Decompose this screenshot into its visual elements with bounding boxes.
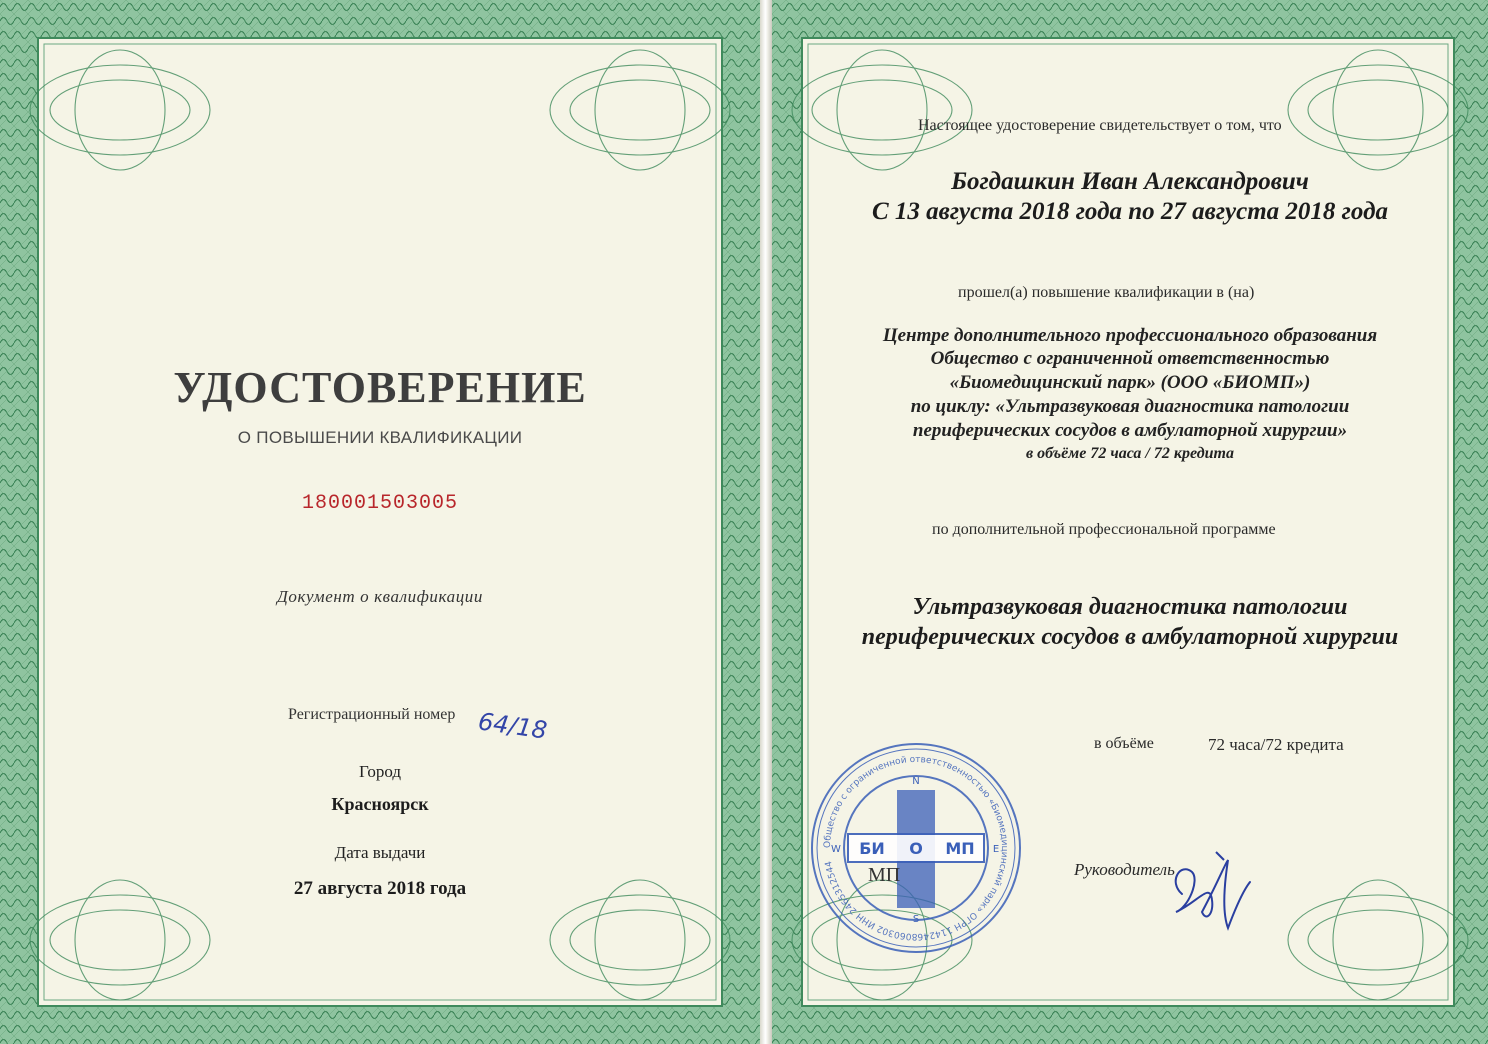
registration-number-handwritten: 64/18 xyxy=(476,707,549,745)
stamp-compass-e: E xyxy=(992,844,1000,855)
organization-line: периферических сосудов в амбулаторной хирургии» xyxy=(912,420,1348,441)
issue-date-label: Дата выдачи xyxy=(334,843,426,862)
signature xyxy=(1158,842,1278,942)
stamp-compass-w: W xyxy=(831,844,841,855)
document-kind: Документ о квалификации xyxy=(276,587,484,606)
right-page xyxy=(772,0,1488,1044)
organization-line: по циклу: «Ультразвуковая диагностика патологии xyxy=(910,396,1350,417)
cycle-volume: в объёме 72 часа / 72 кредита xyxy=(1026,445,1234,462)
registration-label: Регистрационный номер xyxy=(288,706,456,723)
booklet-spine xyxy=(760,0,772,1044)
program-title-line: Ультразвуковая диагностика патологии xyxy=(912,594,1348,620)
city-value: Красноярск xyxy=(331,794,429,814)
stamp-letters-bi: БИ xyxy=(859,839,885,858)
organization-line: Общество с ограниченной ответственностью xyxy=(930,348,1330,369)
stamp-ring-text: Общество с ограниченной ответственностью «Биомедицинский парк» ОГРН 1142468060302 ИНН 2465312544 xyxy=(822,754,1010,942)
program-title-line: периферических сосудов в амбулаторной хирургии xyxy=(861,624,1399,650)
stamp-center xyxy=(831,776,999,925)
training-period: С 13 августа 2018 года по 27 августа 2018 года xyxy=(871,198,1388,225)
organization-line: «Биомедицинский парк» (ООО «БИОМП») xyxy=(949,372,1311,393)
official-stamp xyxy=(796,728,1036,968)
stamp-letters-mp: МП xyxy=(945,839,975,858)
document-subtitle: О ПОВЫШЕНИИ КВАЛИФИКАЦИИ xyxy=(237,428,523,447)
passed-text: прошел(а) повышение квалификации в (на) xyxy=(958,284,1255,301)
volume-label: в объёме xyxy=(1094,735,1154,752)
program-label: по дополнительной профессиональной программе xyxy=(932,521,1276,538)
seal-place-label: МП xyxy=(868,864,901,886)
volume-value: 72 часа/72 кредита xyxy=(1208,735,1344,754)
intro-text: Настоящее удостоверение свидетельствует о том, что xyxy=(918,117,1282,134)
city-label: Город xyxy=(359,762,401,781)
stamp-letters-o: О xyxy=(909,839,923,858)
organization-line: Центре дополнительного профессионального образования xyxy=(882,325,1378,346)
document-title: УДОСТОВЕРЕНИЕ xyxy=(173,363,587,412)
stamp-compass-s: S xyxy=(912,914,920,925)
person-name: Богдашкин Иван Александрович xyxy=(951,168,1309,195)
stamp-compass-n: N xyxy=(912,776,920,787)
serial-number: 180001503005 xyxy=(301,492,459,515)
head-label: Руководитель xyxy=(1074,860,1175,879)
issue-date-value: 27 августа 2018 года xyxy=(293,878,467,899)
